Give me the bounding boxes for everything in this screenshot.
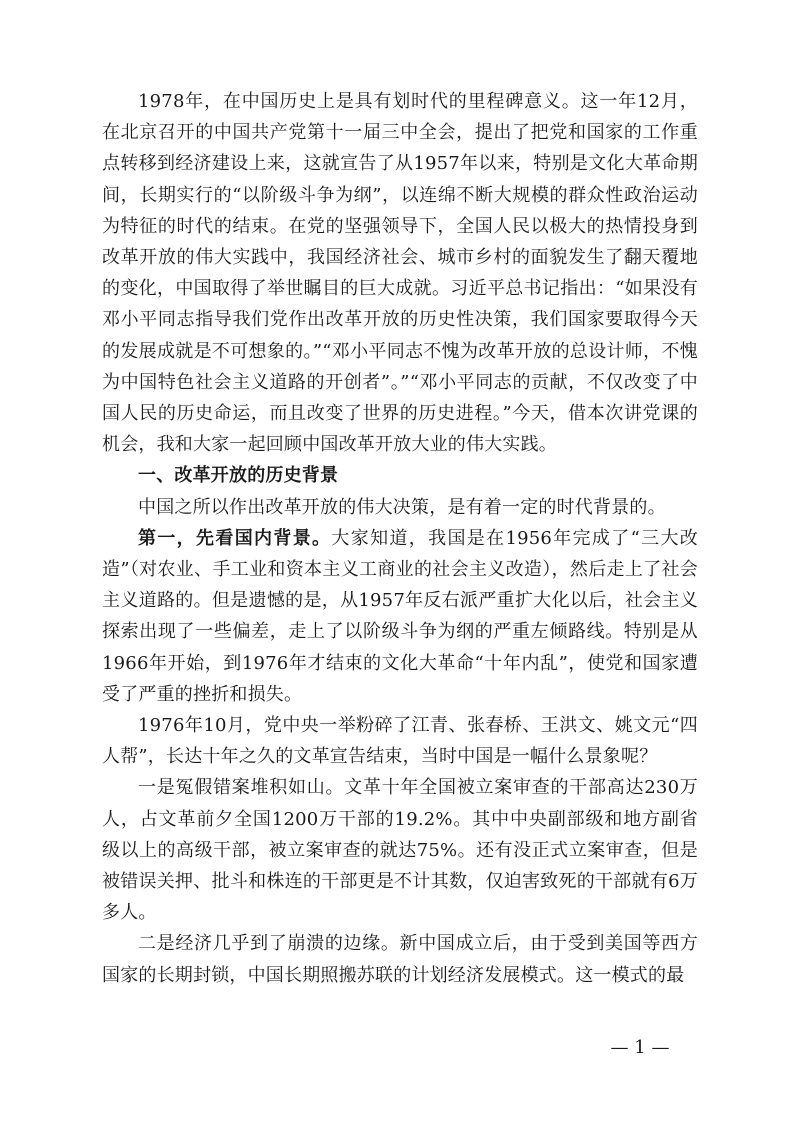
paragraph-intro: 1978年，在中国历史上是具有划时代的里程碑意义。这一年12月，在北京召开的中国共产党第十一届三中全会，提出了把党和国家的工作重点转移到经济建设上来，这就宣告了从1957年以来，特别是文化大革命期间，长期实行的“以阶级斗争为纲”，以连绵不断大规模的群众性政治运动为特征的时代的结束。在党的坚强领导下，全国人民以极大的热情投身到改革开放的伟大实践中，我国经济社会、城市乡村的面貌发生了翻天覆地的变化，中国取得了举世瞩目的巨大成就。习近平总书记指出：“如果没有邓小平同志指导我们党作出改革开放的历史性决策，我们国家要取得今天的发展成就是不可想象的。”“邓小平同志不愧为改革开放的总设计师，不愧为中国特色社会主义道路的开创者”。”“邓小平同志的贡献，不仅改变了中国人民的历史命运，而且改变了世界的历史进程。”今天，借本次讲党课的机会，我和大家一起回顾中国改革开放大业的伟大实践。 xyxy=(102,91,698,456)
paragraph-lead-domestic: 第一，先看国内背景。 xyxy=(138,527,332,549)
paragraph-domestic-background xyxy=(102,523,698,710)
paragraph-wrongful-cases: 一是冤假错案堆积如山。文革十年全国被立案审查的干部高达230万人，占文革前夕全国1200万干部的19.2%。其中中央副部级和地方副省级以上的高级干部，被立案审查的就达75%。还有没正式立案审查，但是被错误关押、批斗和株连的干部更是不计其数，仅迫害致死的干部就有6万多人。 xyxy=(102,777,698,924)
paragraph-domestic-text: 大家知道，我国是在1956年完成了“三大改造”（对农业、手工业和资本主义工商业的社会主义改造），然后走上了社会主义道路的。但是遗憾的是，从1957年反右派严重扩大化以后，社会主义探索出现了一些偏差，走上了以阶级斗争为纲的严重左倾路线。特别是从1966年开始，到1976年才结束的文化大革命“十年内乱”，使党和国家遭受了严重的挫折和损失。 xyxy=(102,527,698,705)
paragraph-background-summary: 中国之所以作出改革开放的伟大决策，是有着一定的时代背景的。 xyxy=(138,496,666,518)
document-body xyxy=(102,86,698,991)
page-number: — 1 — xyxy=(610,1037,670,1058)
section-heading-background: 一、改革开放的历史背景 xyxy=(138,465,339,487)
paragraph-economy-collapse: 二是经济几乎到了崩溃的边缘。新中国成立后，由于受到美国等西方国家的长期封锁，中国长期照搬苏联的计划经济发展模式。这一模式的最 xyxy=(102,933,698,986)
paragraph-gang-of-four: 1976年10月，党中央一举粉碎了江青、张春桥、王洪文、姚文元“四人帮”，长达十年之久的文革宣告结束，当时中国是一幅什么景象呢？ xyxy=(102,715,698,768)
